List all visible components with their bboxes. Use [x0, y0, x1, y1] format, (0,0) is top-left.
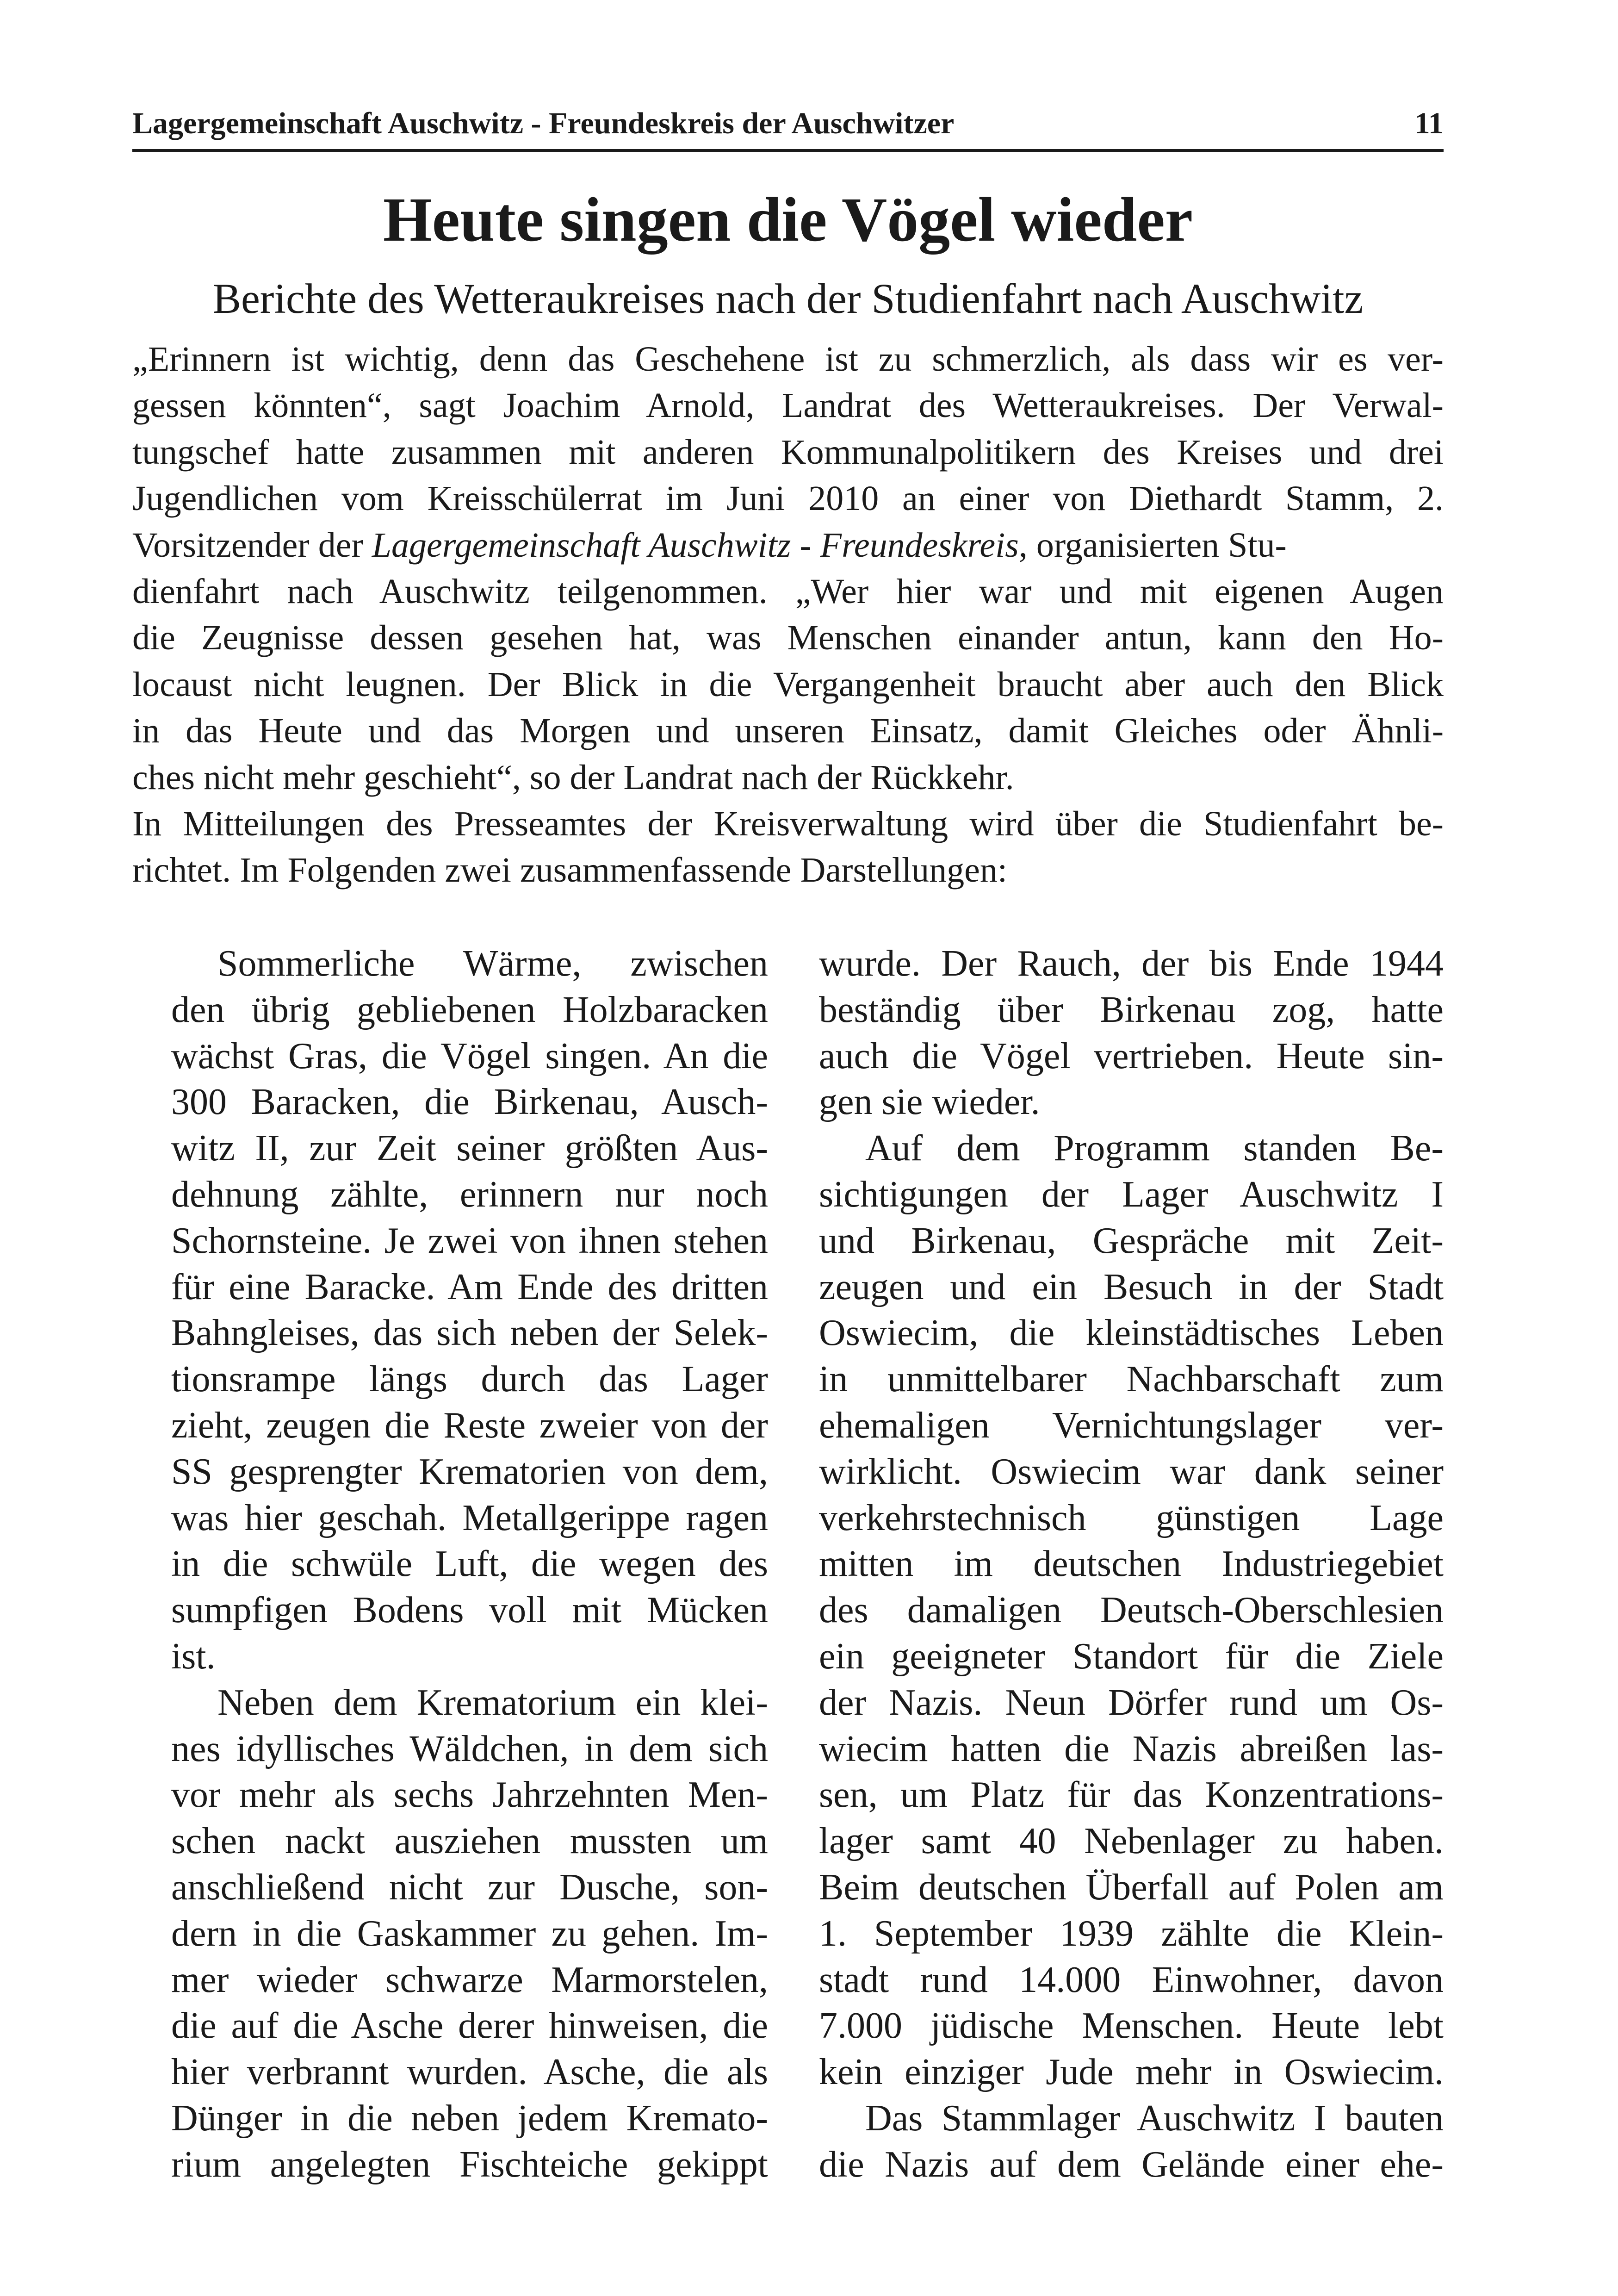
body-line: schen nackt ausziehen mussten um	[171, 1821, 768, 1862]
body-line: zeugen und ein Besuch in der Stadt	[819, 1266, 1444, 1307]
body-line: Das Stammlager Auschwitz I bauten	[865, 2097, 1444, 2139]
body-line: Dünger in die neben jedem Kremato-	[171, 2097, 768, 2139]
body-line: ist.	[171, 1636, 216, 1677]
intro-line-text: Vorsitzender der	[132, 525, 372, 565]
body-line: die Nazis auf dem Gelände einer ehe-	[819, 2144, 1444, 2185]
body-line: Auf dem Programm standen Be-	[865, 1128, 1444, 1169]
body-line: vor mehr als sechs Jahrzehnten Men-	[171, 1774, 768, 1816]
body-line: stadt rund 14.000 Einwohner, davon	[819, 1959, 1444, 2000]
body-line: 300 Baracken, die Birkenau, Ausch-	[171, 1082, 768, 1123]
body-line: auch die Vögel vertrieben. Heute sin-	[819, 1035, 1444, 1076]
body-line: der Nazis. Neun Dörfer rund um Os-	[819, 1682, 1444, 1723]
header-divider	[132, 149, 1444, 152]
body-line: 7.000 jüdische Menschen. Heute lebt	[819, 2005, 1444, 2047]
body-line: Oswiecim, die kleinstädtisches Leben	[819, 1313, 1444, 1354]
intro-line-text: , organisierten Stu-	[1018, 525, 1287, 565]
body-line: wiecim hatten die Nazis abreißen las-	[819, 1728, 1444, 1769]
left-column	[171, 941, 768, 2188]
intro-line: in das Heute und das Morgen und unseren Einsatz, damit Gleiches oder Ähnli-	[132, 711, 1444, 751]
body-line: anschließend nicht zur Dusche, son-	[171, 1867, 768, 1908]
body-line: gen sie wieder.	[819, 1082, 1040, 1123]
intro-line: richtet. Im Folgenden zwei zusammenfassende Darstellungen:	[132, 851, 1007, 890]
article-subtitle: Berichte des Wetteraukreises nach der Studienfahrt nach Auschwitz	[212, 275, 1364, 322]
body-line: lager samt 40 Nebenlager zu haben.	[819, 1821, 1444, 1862]
body-line: kein einziger Jude mehr in Oswiecim.	[819, 2052, 1444, 2093]
body-line: Beim deutschen Überfall auf Polen am	[819, 1867, 1444, 1908]
body-line: sen, um Platz für das Konzentrations-	[819, 1774, 1444, 1816]
body-line: zieht, zeugen die Reste zweier von der	[171, 1405, 768, 1446]
body-line: was hier geschah. Metallgerippe ragen	[171, 1497, 768, 1538]
body-line: nes idyllisches Wäldchen, in dem sich	[171, 1728, 768, 1769]
body-line: wurde. Der Rauch, der bis Ende 1944	[819, 943, 1444, 984]
body-line: verkehrstechnisch günstigen Lage	[819, 1497, 1444, 1538]
intro-line: Jugendlichen vom Kreisschülerrat im Juni 2010 an einer von Diethardt Stamm, 2.	[132, 479, 1444, 518]
body-line: tionsrampe längs durch das Lager	[171, 1359, 768, 1400]
intro-line: tungschef hatte zusammen mit anderen Kommunalpolitikern des Kreises und drei	[132, 432, 1444, 472]
body-line: sumpfigen Bodens voll mit Mücken	[171, 1590, 768, 1631]
article-intro	[132, 336, 1444, 894]
intro-line: gessen könnten“, sagt Joachim Arnold, Landrat des Wetteraukreises. Der Verwal-	[132, 386, 1444, 425]
running-header	[132, 103, 1444, 144]
intro-line: die Zeugnisse dessen gesehen hat, was Menschen einander antun, kann den Ho-	[132, 618, 1444, 658]
body-line: SS gesprengter Krematorien von dem,	[171, 1451, 768, 1492]
body-line: Bahngleises, das sich neben der Selek-	[171, 1313, 768, 1354]
page-number: 11	[1414, 106, 1444, 140]
body-line: rium angelegten Fischteiche gekippt	[171, 2144, 768, 2185]
body-line: ein geeigneter Standort für die Ziele	[819, 1636, 1444, 1677]
organization-name: Lagergemeinschaft Auschwitz - Freundeskreis	[372, 525, 1019, 565]
body-line: für eine Baracke. Am Ende des dritten	[171, 1266, 768, 1307]
article-title: Heute singen die Vögel wieder	[383, 185, 1193, 255]
intro-line: In Mitteilungen des Presseamtes der Kreisverwaltung wird über die Studienfahrt be-	[132, 804, 1444, 843]
body-line: wächst Gras, die Vögel singen. An die	[171, 1035, 768, 1076]
body-line: dern in die Gaskammer zu gehen. Im-	[171, 1913, 768, 1954]
body-line: des damaligen Deutsch-Oberschlesien	[819, 1590, 1444, 1631]
body-line: hier verbrannt wurden. Asche, die als	[171, 2052, 768, 2093]
body-line: ehemaligen Vernichtungslager ver-	[819, 1405, 1444, 1446]
body-line: witz II, zur Zeit seiner größten Aus-	[171, 1128, 768, 1169]
body-line: Schornsteine. Je zwei von ihnen stehen	[171, 1220, 768, 1261]
right-column	[819, 941, 1444, 2188]
intro-line	[132, 522, 1444, 568]
body-line: in die schwüle Luft, die wegen des	[171, 1543, 768, 1585]
body-line: wirklicht. Oswiecim war dank seiner	[819, 1451, 1444, 1492]
body-line: den übrig gebliebenen Holzbaracken	[171, 989, 768, 1030]
publication-name: Lagergemeinschaft Auschwitz - Freundeskreis der Auschwitzer	[132, 106, 955, 140]
intro-line: „Erinnern ist wichtig, denn das Geschehene ist zu schmerzlich, als dass wir es ver-	[132, 340, 1444, 379]
body-line: Neben dem Krematorium ein klei-	[217, 1682, 768, 1723]
body-line: und Birkenau, Gespräche mit Zeit-	[819, 1220, 1444, 1261]
intro-line: dienfahrt nach Auschwitz teilgenommen. „Wer hier war und mit eigenen Augen	[132, 572, 1444, 611]
intro-line: ches nicht mehr geschieht“, so der Landrat nach der Rückkehr.	[132, 758, 1014, 797]
body-line: Sommerliche Wärme, zwischen	[217, 943, 768, 984]
intro-line: locaust nicht leugnen. Der Blick in die Vergangenheit braucht aber auch den Blick	[132, 665, 1444, 704]
body-line: in unmittelbarer Nachbarschaft zum	[819, 1359, 1444, 1400]
body-line: sichtigungen der Lager Auschwitz I	[819, 1174, 1444, 1215]
body-line: mitten im deutschen Industriegebiet	[819, 1543, 1444, 1585]
body-line: 1. September 1939 zählte die Klein-	[819, 1913, 1444, 1954]
body-line: beständig über Birkenau zog, hatte	[819, 989, 1444, 1030]
body-line: die auf die Asche derer hinweisen, die	[171, 2005, 768, 2047]
body-line: mer wieder schwarze Marmorstelen,	[171, 1959, 768, 2000]
body-line: dehnung zählte, erinnern nur noch	[171, 1174, 768, 1215]
